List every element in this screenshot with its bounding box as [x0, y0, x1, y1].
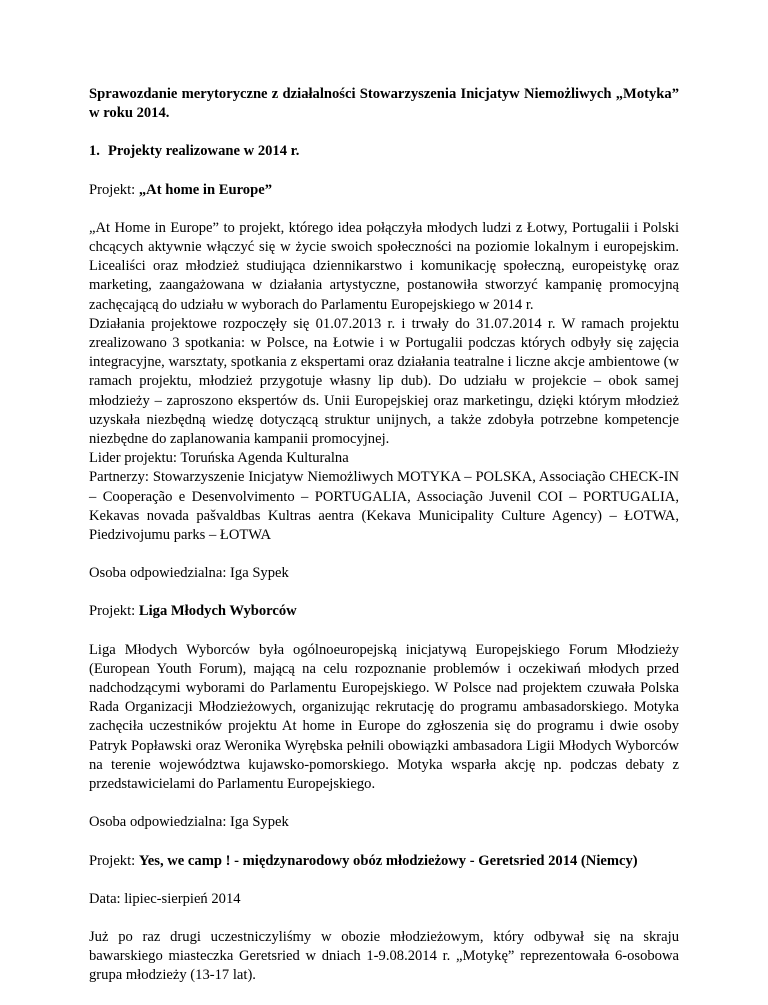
- document-page: [89, 85, 679, 1005]
- project-2-description: Liga Młodych Wyborców była ogólnoeuropejską inicjatywą Europejskiego Forum Młodzieży (European Youth Forum), mającą na celu rozpoznanie problemów i oczekiwań młodych przed nadchodzącymi wyborami do Parlamentu Europejskiego. W Polsce nad projektem czuwała Polska Rada Organizacji Młodzieżowych, organizując rekrutację do programu ambasadorskiego. Motyka zachęciła uczestników projektu At home in Europe do zgłoszenia się do programu i dwie osoby Patryk Popławski oraz Weronika Wyrębska pełnili obowiązki ambasadora Ligii Młodych Wyborców na terenie województwa kujawsko-pomorskiego. Motyka wsparła akcję np. podczas debaty z przedstawicielami do Parlamentu Europejskiego.: [89, 641, 679, 793]
- project-label: Projekt:: [89, 181, 139, 198]
- project-1-partners: Partnerzy: Stowarzyszenie Inicjatyw Niemożliwych MOTYKA – POLSKA, Associação CHECK-IN – Cooperação e Desenvolvimento – PORTUGALIA, Associação Juvenil COI – PORTUGALIA, Kekavas novada pašvaldbas Kultras aentra (Kekava Municipality Culture Agency) – ŁOTWA, Piedzivojumu parks – ŁOTWA: [89, 469, 679, 544]
- project-label: Projekt:: [89, 852, 139, 869]
- project-label: Projekt:: [89, 603, 139, 620]
- project-1-leader: Lider projektu: Toruńska Agenda Kulturalna: [89, 450, 349, 467]
- section-title: Projekty realizowane w 2014 r.: [108, 143, 300, 160]
- project-2-heading: [89, 602, 679, 621]
- project-2-responsible: Osoba odpowiedzialna: Iga Sypek: [89, 814, 289, 831]
- project-3-date: Data: lipiec-sierpień 2014: [89, 890, 241, 907]
- report-title: Sprawozdanie merytoryczne z działalności Stowarzyszenia Inicjatyw Niemożliwych „Motyka” w roku 2014.: [89, 86, 679, 122]
- project-3-heading: [89, 852, 679, 871]
- project-3-name: Yes, we camp ! - międzynarodowy obóz młodzieżowy - Geretsried 2014 (Niemcy): [138, 852, 638, 869]
- section-number: 1.: [89, 143, 100, 160]
- project-1-heading: [89, 181, 679, 200]
- project-1-description-1: „At Home in Europe” to projekt, którego idea połączyła młodych ludzi z Łotwy, Portugalii i Polski chcących aktywnie włączyć się w życie swoich społeczności na poziomie lokalnym i europejskim. Licealiści oraz młodzież studiująca dziennikarstwo i komunikację społeczną, europeistykę oraz marketing, zaangażowana w działania artystyczne, postanowiła stworzyć kampanię promocyjną zachęcającą do udziału w wyborach do Parlamentu Europejskiego w 2014 r.: [89, 219, 679, 313]
- project-1-name: „At home in Europe”: [138, 181, 272, 198]
- project-3-description: Już po raz drugi uczestniczyliśmy w obozie młodzieżowym, który odbywał się na skraju bawarskiego miasteczka Geretsried w dniach 1-9.08.2014 r. „Motykę” reprezentowała 6-osobowa grupa młodzieży (13-17 lat).: [89, 928, 679, 984]
- project-2-name: Liga Młodych Wyborców: [138, 603, 297, 620]
- project-1-description-2: Działania projektowe rozpoczęły się 01.07.2013 r. i trwały do 31.07.2014 r. W ramach projektu zrealizowano 3 spotkania: w Polsce, na Łotwie i w Portugalii podczas których odbyły się zajęcia integracyjne, warsztaty, spotkania z ekspertami oraz działania teatralne i liczne akcje ambientowe (w ramach projektu, młodzież przygotuje własny lip dub). Do udziału w projekcie – obok samej młodzieży – zaproszono ekspertów ds. Unii Europejskiej oraz marketingu, dzięki którym młodzież uzyskała niezbędną wiedzę dotyczącą struktur unijnych, a także zdobyła potrzebne kompetencje niezbędne do zaplanowania kampanii promocyjnej.: [89, 315, 679, 448]
- project-1-responsible: Osoba odpowiedzialna: Iga Sypek: [89, 565, 289, 582]
- section-heading: [89, 142, 679, 161]
